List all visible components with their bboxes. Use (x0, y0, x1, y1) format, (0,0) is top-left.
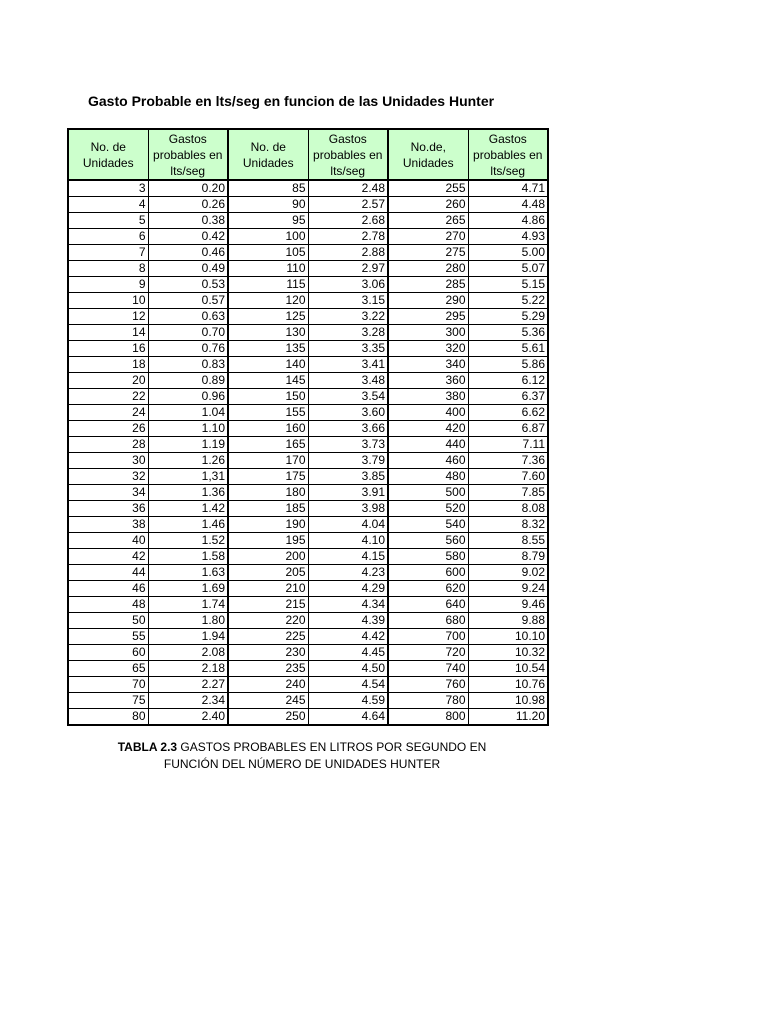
cell-flow-1: 0.26 (148, 197, 228, 213)
cell-units-2: 95 (228, 213, 308, 229)
cell-units-2: 200 (228, 549, 308, 565)
cell-units-1: 28 (68, 437, 148, 453)
cell-units-2: 115 (228, 277, 308, 293)
table-row (68, 309, 548, 325)
cell-units-2: 230 (228, 645, 308, 661)
cell-units-3: 295 (388, 309, 468, 325)
cell-flow-1: 0.38 (148, 213, 228, 229)
cell-flow-3: 8.32 (468, 517, 548, 533)
cell-units-3: 600 (388, 565, 468, 581)
cell-units-1: 3 (68, 180, 148, 197)
cell-units-1: 30 (68, 453, 148, 469)
cell-units-3: 290 (388, 293, 468, 309)
cell-flow-3: 5.86 (468, 357, 548, 373)
cell-units-3: 420 (388, 421, 468, 437)
cell-units-3: 275 (388, 245, 468, 261)
cell-flow-1: 1.36 (148, 485, 228, 501)
cell-units-1: 80 (68, 709, 148, 726)
cell-units-1: 7 (68, 245, 148, 261)
cell-units-2: 180 (228, 485, 308, 501)
header-units-1: No. de Unidades (68, 129, 148, 180)
cell-flow-3: 4.48 (468, 197, 548, 213)
cell-flow-1: 0.53 (148, 277, 228, 293)
cell-flow-1: 1.46 (148, 517, 228, 533)
cell-units-3: 460 (388, 453, 468, 469)
cell-flow-3: 10.98 (468, 693, 548, 709)
cell-units-1: 5 (68, 213, 148, 229)
cell-units-2: 210 (228, 581, 308, 597)
table-row (68, 501, 548, 517)
table-row (68, 565, 548, 581)
table-row (68, 213, 548, 229)
cell-units-2: 85 (228, 180, 308, 197)
cell-units-2: 145 (228, 373, 308, 389)
cell-flow-2: 3.15 (308, 293, 388, 309)
cell-flow-1: 0.20 (148, 180, 228, 197)
cell-flow-2: 4.42 (308, 629, 388, 645)
cell-flow-2: 2.48 (308, 180, 388, 197)
table-row (68, 293, 548, 309)
cell-units-1: 18 (68, 357, 148, 373)
cell-units-2: 220 (228, 613, 308, 629)
cell-flow-1: 0.49 (148, 261, 228, 277)
cell-flow-1: 1.10 (148, 421, 228, 437)
header-flow-1: Gastos probables en lts/seg (148, 129, 228, 180)
cell-flow-3: 9.88 (468, 613, 548, 629)
cell-units-3: 320 (388, 341, 468, 357)
cell-flow-1: 2.34 (148, 693, 228, 709)
cell-units-1: 32 (68, 469, 148, 485)
cell-units-3: 760 (388, 677, 468, 693)
cell-units-3: 300 (388, 325, 468, 341)
cell-units-1: 50 (68, 613, 148, 629)
cell-units-1: 22 (68, 389, 148, 405)
cell-units-2: 195 (228, 533, 308, 549)
cell-units-1: 34 (68, 485, 148, 501)
cell-flow-3: 10.54 (468, 661, 548, 677)
cell-flow-1: 2.27 (148, 677, 228, 693)
cell-units-3: 680 (388, 613, 468, 629)
table-row (68, 197, 548, 213)
cell-flow-3: 7.36 (468, 453, 548, 469)
cell-flow-3: 10.10 (468, 629, 548, 645)
table-row (68, 549, 548, 565)
cell-flow-2: 3.35 (308, 341, 388, 357)
table-row (68, 341, 548, 357)
table-row (68, 661, 548, 677)
cell-units-2: 225 (228, 629, 308, 645)
cell-flow-1: 1.80 (148, 613, 228, 629)
cell-flow-2: 3.73 (308, 437, 388, 453)
cell-units-1: 42 (68, 549, 148, 565)
table-row (68, 389, 548, 405)
cell-flow-2: 4.34 (308, 597, 388, 613)
cell-units-2: 175 (228, 469, 308, 485)
caption-line-2: FUNCIÓN DEL NÚMERO DE UNIDADES HUNTER (163, 757, 441, 771)
cell-flow-3: 5.29 (468, 309, 548, 325)
cell-units-2: 250 (228, 709, 308, 726)
cell-units-3: 580 (388, 549, 468, 565)
cell-flow-1: 1.04 (148, 405, 228, 421)
cell-units-2: 185 (228, 501, 308, 517)
cell-units-1: 16 (68, 341, 148, 357)
cell-flow-3: 9.46 (468, 597, 548, 613)
cell-units-2: 90 (228, 197, 308, 213)
cell-flow-1: 1.52 (148, 533, 228, 549)
table-row (68, 261, 548, 277)
cell-units-3: 285 (388, 277, 468, 293)
cell-flow-3: 9.24 (468, 581, 548, 597)
cell-units-2: 245 (228, 693, 308, 709)
header-flow-2: Gastos probables en lts/seg (308, 129, 388, 180)
cell-units-1: 55 (68, 629, 148, 645)
cell-units-3: 640 (388, 597, 468, 613)
table-row (68, 597, 548, 613)
cell-flow-3: 7.11 (468, 437, 548, 453)
cell-flow-1: 2.40 (148, 709, 228, 726)
cell-units-3: 700 (388, 629, 468, 645)
cell-flow-1: 1.19 (148, 437, 228, 453)
cell-flow-1: 1.42 (148, 501, 228, 517)
header-flow-3: Gastos probables en lts/seg (468, 129, 548, 180)
cell-units-2: 190 (228, 517, 308, 533)
cell-flow-2: 4.39 (308, 613, 388, 629)
cell-units-1: 6 (68, 229, 148, 245)
cell-units-1: 8 (68, 261, 148, 277)
cell-flow-1: 2.18 (148, 661, 228, 677)
table-row (68, 421, 548, 437)
cell-flow-3: 7.85 (468, 485, 548, 501)
cell-units-1: 38 (68, 517, 148, 533)
table-row (68, 485, 548, 501)
cell-units-2: 120 (228, 293, 308, 309)
cell-units-3: 280 (388, 261, 468, 277)
cell-flow-2: 2.78 (308, 229, 388, 245)
cell-flow-1: 1.94 (148, 629, 228, 645)
table-row (68, 437, 548, 453)
cell-units-2: 240 (228, 677, 308, 693)
cell-units-1: 70 (68, 677, 148, 693)
cell-units-2: 110 (228, 261, 308, 277)
table-row (68, 453, 548, 469)
cell-units-3: 520 (388, 501, 468, 517)
table-row (68, 629, 548, 645)
cell-flow-1: 0.63 (148, 309, 228, 325)
table-row (68, 325, 548, 341)
table-header-row (68, 129, 548, 180)
cell-flow-3: 8.79 (468, 549, 548, 565)
cell-flow-1: 0.83 (148, 357, 228, 373)
cell-units-2: 165 (228, 437, 308, 453)
cell-flow-2: 4.45 (308, 645, 388, 661)
cell-flow-3: 6.12 (468, 373, 548, 389)
header-units-3: No.de, Unidades (388, 129, 468, 180)
cell-flow-2: 4.29 (308, 581, 388, 597)
cell-units-2: 100 (228, 229, 308, 245)
cell-units-1: 60 (68, 645, 148, 661)
cell-units-3: 255 (388, 180, 468, 197)
table-row (68, 677, 548, 693)
table-row (68, 517, 548, 533)
cell-units-2: 155 (228, 405, 308, 421)
cell-units-2: 235 (228, 661, 308, 677)
cell-units-1: 36 (68, 501, 148, 517)
cell-units-1: 46 (68, 581, 148, 597)
cell-units-3: 480 (388, 469, 468, 485)
cell-flow-3: 8.55 (468, 533, 548, 549)
cell-units-3: 540 (388, 517, 468, 533)
cell-flow-1: 1.74 (148, 597, 228, 613)
cell-flow-3: 5.61 (468, 341, 548, 357)
cell-flow-1: 0.96 (148, 389, 228, 405)
cell-units-2: 135 (228, 341, 308, 357)
cell-flow-2: 4.23 (308, 565, 388, 581)
cell-flow-2: 2.57 (308, 197, 388, 213)
caption-line-1: GASTOS PROBABLES EN LITROS POR SEGUNDO EN (177, 740, 487, 754)
cell-flow-2: 3.54 (308, 389, 388, 405)
cell-flow-2: 4.10 (308, 533, 388, 549)
cell-flow-2: 2.88 (308, 245, 388, 261)
cell-flow-2: 3.60 (308, 405, 388, 421)
cell-units-2: 130 (228, 325, 308, 341)
cell-flow-2: 3.28 (308, 325, 388, 341)
cell-units-3: 440 (388, 437, 468, 453)
cell-units-1: 20 (68, 373, 148, 389)
cell-flow-1: 0.89 (148, 373, 228, 389)
table-caption (60, 739, 544, 773)
cell-flow-3: 7.60 (468, 469, 548, 485)
cell-units-1: 12 (68, 309, 148, 325)
cell-flow-3: 8.08 (468, 501, 548, 517)
cell-flow-2: 3.79 (308, 453, 388, 469)
cell-units-1: 14 (68, 325, 148, 341)
table-row (68, 357, 548, 373)
cell-units-1: 26 (68, 421, 148, 437)
cell-flow-2: 3.66 (308, 421, 388, 437)
cell-units-3: 260 (388, 197, 468, 213)
cell-flow-2: 4.04 (308, 517, 388, 533)
cell-flow-1: 1.63 (148, 565, 228, 581)
cell-flow-2: 4.50 (308, 661, 388, 677)
header-units-2: No. de Unidades (228, 129, 308, 180)
table-row (68, 469, 548, 485)
table-body (68, 180, 548, 725)
cell-flow-1: 1.69 (148, 581, 228, 597)
table-row (68, 405, 548, 421)
cell-flow-1: 1,31 (148, 469, 228, 485)
cell-flow-3: 5.07 (468, 261, 548, 277)
cell-units-2: 215 (228, 597, 308, 613)
table-row (68, 277, 548, 293)
cell-units-2: 205 (228, 565, 308, 581)
cell-units-2: 170 (228, 453, 308, 469)
cell-flow-1: 1.26 (148, 453, 228, 469)
cell-flow-3: 5.15 (468, 277, 548, 293)
cell-flow-2: 3.85 (308, 469, 388, 485)
cell-units-1: 24 (68, 405, 148, 421)
table-row (68, 645, 548, 661)
cell-flow-1: 0.70 (148, 325, 228, 341)
cell-flow-2: 2.97 (308, 261, 388, 277)
cell-units-3: 380 (388, 389, 468, 405)
table-row (68, 613, 548, 629)
cell-flow-3: 9.02 (468, 565, 548, 581)
cell-flow-3: 5.36 (468, 325, 548, 341)
cell-flow-3: 6.62 (468, 405, 548, 421)
page-title: Gasto Probable en lts/seg en funcion de las Unidades Hunter (88, 93, 495, 109)
cell-flow-2: 3.06 (308, 277, 388, 293)
cell-flow-1: 0.57 (148, 293, 228, 309)
cell-flow-1: 1.58 (148, 549, 228, 565)
cell-units-2: 140 (228, 357, 308, 373)
cell-flow-3: 10.32 (468, 645, 548, 661)
cell-units-3: 740 (388, 661, 468, 677)
cell-units-3: 620 (388, 581, 468, 597)
table-row (68, 245, 548, 261)
cell-units-1: 9 (68, 277, 148, 293)
cell-units-3: 340 (388, 357, 468, 373)
cell-flow-2: 3.41 (308, 357, 388, 373)
cell-units-1: 48 (68, 597, 148, 613)
cell-flow-3: 11.20 (468, 709, 548, 726)
cell-units-3: 800 (388, 709, 468, 726)
hunter-units-table (67, 128, 549, 726)
cell-units-3: 500 (388, 485, 468, 501)
cell-flow-3: 5.22 (468, 293, 548, 309)
cell-units-2: 105 (228, 245, 308, 261)
cell-flow-1: 2.08 (148, 645, 228, 661)
table-row (68, 693, 548, 709)
cell-flow-2: 4.15 (308, 549, 388, 565)
caption-label: TABLA 2.3 (117, 740, 178, 754)
cell-units-1: 40 (68, 533, 148, 549)
cell-units-3: 780 (388, 693, 468, 709)
table-row (68, 373, 548, 389)
cell-units-1: 10 (68, 293, 148, 309)
cell-flow-2: 3.98 (308, 501, 388, 517)
cell-flow-3: 6.87 (468, 421, 548, 437)
cell-flow-2: 4.64 (308, 709, 388, 726)
table-row (68, 709, 548, 726)
table-row (68, 180, 548, 197)
cell-flow-3: 4.71 (468, 180, 548, 197)
cell-flow-1: 0.76 (148, 341, 228, 357)
cell-flow-3: 4.93 (468, 229, 548, 245)
cell-units-1: 4 (68, 197, 148, 213)
table-row (68, 581, 548, 597)
cell-units-2: 160 (228, 421, 308, 437)
cell-flow-1: 0.46 (148, 245, 228, 261)
cell-units-3: 720 (388, 645, 468, 661)
cell-flow-2: 4.54 (308, 677, 388, 693)
cell-units-2: 150 (228, 389, 308, 405)
cell-units-1: 44 (68, 565, 148, 581)
table-row (68, 533, 548, 549)
cell-flow-3: 10.76 (468, 677, 548, 693)
cell-units-1: 75 (68, 693, 148, 709)
cell-units-3: 265 (388, 213, 468, 229)
cell-flow-2: 4.59 (308, 693, 388, 709)
cell-flow-3: 6.37 (468, 389, 548, 405)
cell-units-1: 65 (68, 661, 148, 677)
cell-flow-2: 2.68 (308, 213, 388, 229)
cell-units-3: 360 (388, 373, 468, 389)
cell-flow-3: 4.86 (468, 213, 548, 229)
cell-units-3: 400 (388, 405, 468, 421)
table-row (68, 229, 548, 245)
cell-units-2: 125 (228, 309, 308, 325)
cell-units-3: 560 (388, 533, 468, 549)
cell-flow-3: 5.00 (468, 245, 548, 261)
cell-units-3: 270 (388, 229, 468, 245)
cell-flow-1: 0.42 (148, 229, 228, 245)
cell-flow-2: 3.22 (308, 309, 388, 325)
cell-flow-2: 3.91 (308, 485, 388, 501)
cell-flow-2: 3.48 (308, 373, 388, 389)
